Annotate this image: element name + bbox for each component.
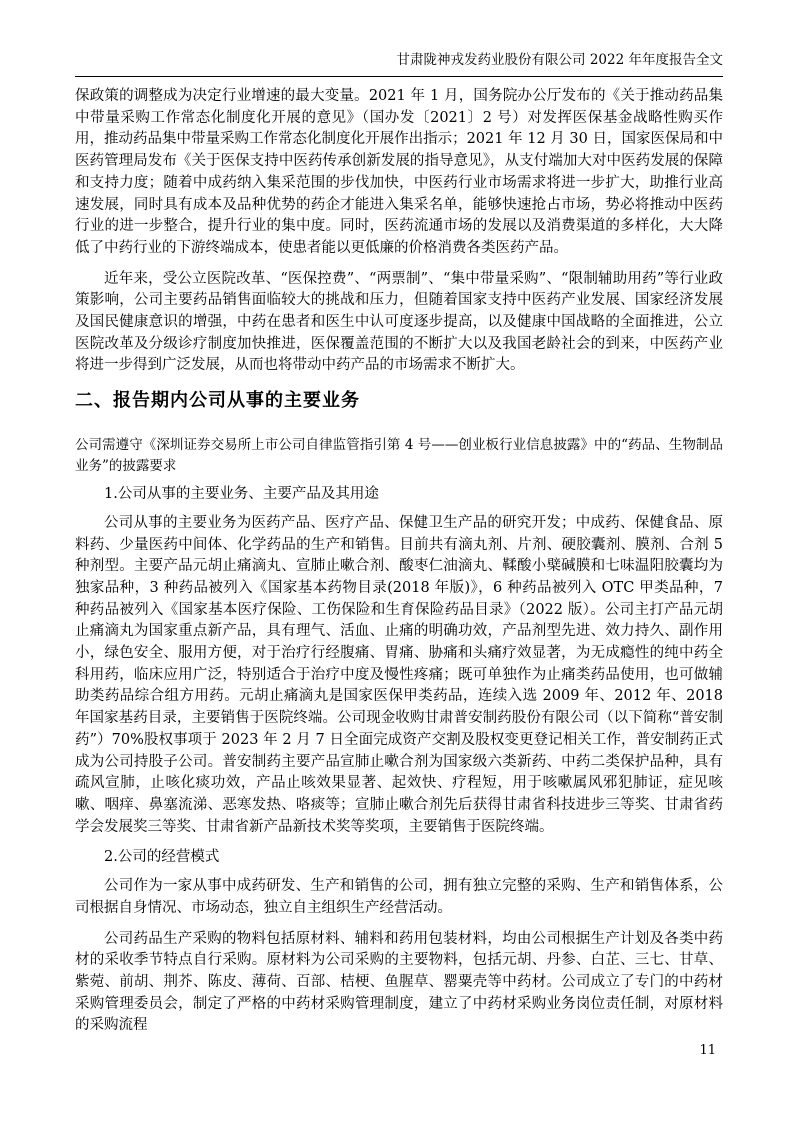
subsection-1-heading: 1.公司从事的主要业务、主要产品及其用途 bbox=[104, 486, 379, 503]
page-number: 11 bbox=[699, 1043, 716, 1058]
page-header bbox=[75, 52, 723, 77]
subsection-2-paragraph-2: 公司药品生产采购的物料包括原材料、辅料和药用包装材料，均由公司根据生产计划及各类中药材的采收季节特点自行采购。原材料为公司采购的主要物料，包括元胡、丹参、白芷、三七、甘草、紫菀、前胡、荆芥、陈皮、薄荷、百部、桔梗、鱼腥草、罂粟壳等中药材。公司成立了专门的中药材采购管理委员会，制定了严格的中药材采购管理制度，建立了中药材采购业务岗位责任制，对原材料的采购流程 bbox=[75, 930, 723, 1034]
subsection-2-heading: 2.公司的经营模式 bbox=[104, 849, 220, 866]
header-title: 甘肃陇神戎发药业股份有限公司 2022 年年度报告全文 bbox=[396, 52, 723, 68]
paragraph-industry-outlook: 近年来，受公立医院改革、“医保控费”、“两票制”、“集中带量采购”、“限制辅助用药”等行业政策影响，公司主要药品销售面临较大的挑战和压力，但随着国家支持中医药产业发展、国家经济发展及国民健康意识的增强，中药在患者和医生中认可度逐步提高，以及健康中国战略的全面推进，公立医院改革及分级诊疗制度加快推进，医保覆盖范围的不断扩大以及我国老龄社会的到来，中医药产业将进一步得到广泛发展，从而也将带动中药产品的市场需求不断扩大。 bbox=[75, 270, 723, 374]
subsection-2-paragraph-1: 公司作为一家从事中成药研发、生产和销售的公司，拥有独立完整的采购、生产和销售体系，公司根据自身情况、市场动态，独立自主组织生产经营活动。 bbox=[75, 878, 723, 916]
page-content bbox=[75, 86, 723, 1037]
subsection-1-paragraph: 公司从事的主要业务为医药产品、医疗产品、保健卫生产品的研究开发；中成药、保健食品、原料药、少量医药中间体、化学药品的生产和销售。目前共有滴丸剂、片剂、硬胶囊剂、膜剂、合剂 5 种剂型。主要产品元胡止痛滴丸、宣肺止嗽合剂、酸枣仁油滴丸、鞣酸小檗碱膜和七味温阳胶囊均为独家品种，3 种药品被列入《国家基本药物目录(2018 年版)》，6 种药品被列入 OTC 甲类品种，7 种药品被列入《国家基本医疗保险、工伤保险和生育保险药品目录》（2022 版）。公司主打产品元胡止痛滴丸为国家重点新产品，具有理气、活血、止痛的明确功效，产品剂型先进、效力持久、副作用小，绿色安全、服用方便，对于治疗行经腹痛、胃痛、胁痛和头痛疗效显著，为无成瘾性的纯中药全科用药，临床应用广泛，特别适合于治疗中度及慢性疼痛；既可单独作为止痛类药品使用，也可做辅助类药品综合组方用药。元胡止痛滴丸是国家医保甲类药品，连续入选 2009 年、2012 年、2018 年国家基药目录，主要销售于医院终端。公司现金收购甘肃普安制药股份有限公司（以下简称“普安制药”）70%股权事项于 2023 年 2 月 7 日全面完成资产交割及股权变更登记相关工作，普安制药正式成为公司持股子公司。普安制药主要产品宣肺止嗽合剂为国家级六类新药、中药二类保护品种，具有疏风宣肺，止咳化痰功效，产品止咳效果显著、起效快、疗程短，用于咳嗽属风邪犯肺证，症见咳嗽、咽痒、鼻塞流涕、恶寒发热、咯痰等；宣肺止嗽合剂先后获得甘肃省科技进步三等奖、甘肃省药学会发展奖三等奖、甘肃省新产品新技术奖等奖项，主要销售于医院终端。 bbox=[75, 514, 723, 835]
paragraph-policy-carryover: 保政策的调整成为决定行业增速的最大变量。2021 年 1 月，国务院办公厅发布的《关于推动药品集中带量采购工作常态化制度化开展的意见》（国办发〔2021〕2 号）对发挥医保基金战略性购买作用，推动药品集中带量采购工作常态化制度化开展作出指示；2021 年 12 月 30 日，国家医保局和中医药管理局发布《关于医保支持中医药传承创新发展的指导意见》，从支付端加大对中医药发展的保障和支持力度；随着中成药纳入集采范围的步伐加快，中医药行业市场需求将进一步扩大，助推行业高速发展，同时具有成本及品种优势的药企才能进入集采名单，能够快速抢占市场，势必将推动中医药行业的进一步整合，提升行业的集中度。同时，医药流通市场的发展以及消费渠道的多样化，大大降低了中药行业的下游终端成本，使患者能以更低廉的价格消费各类医药产品。 bbox=[75, 88, 723, 256]
compliance-note: 公司需遵守《深圳证券交易所上市公司自律监管指引第 4 号——创业板行业信息披露》中的“药品、生物制品业务”的披露要求 bbox=[75, 437, 723, 475]
section-heading: 二、报告期内公司从事的主要业务 bbox=[75, 390, 360, 412]
